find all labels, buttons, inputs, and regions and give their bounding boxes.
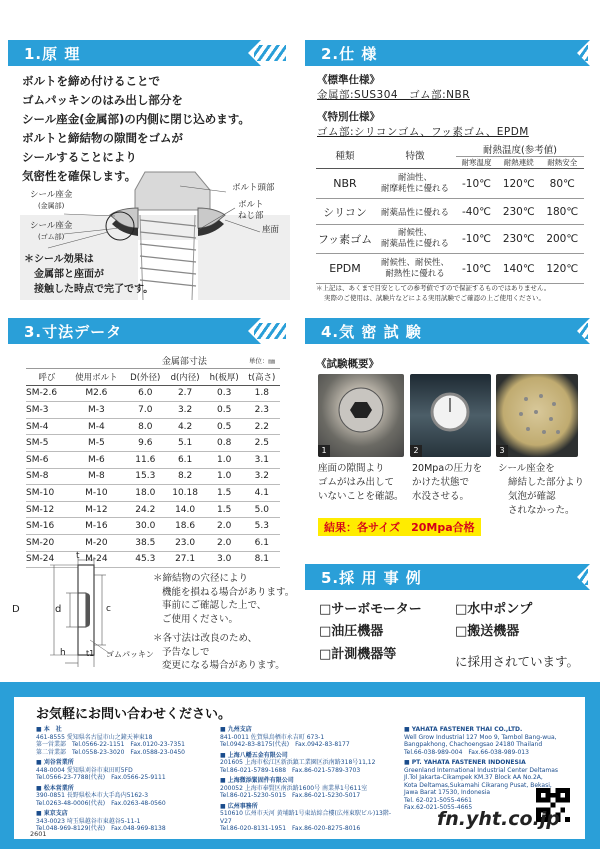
test-photo-2: 2 [410,374,491,457]
table-row [26,485,280,502]
contact-col-2 [220,726,400,833]
table-cell: SM-12 [26,501,68,518]
table-cell: 6.1 [244,535,280,552]
table-cell: 3.0 [205,551,244,568]
table-row [26,501,280,518]
table-cell: 0.5 [205,402,244,419]
table-row [26,402,280,419]
table-cell: SM-8 [26,468,68,485]
table-cell: 1.5 [205,501,244,518]
table-row [26,468,280,485]
table-cell: 0.3 [205,385,244,402]
case-item-hydraulic: □油圧機器 [319,624,384,639]
dim-label-d: d [55,604,62,615]
table-cell: 6.1 [166,452,205,469]
section-bar-principle [8,40,248,66]
doc-code: 2601 [30,830,47,838]
dim-label-t: t [76,551,80,561]
office-shanghai: ■ 上海八幡五金有限公司 201605 上海市松江区新浜鎮工業園区浜南路318号11,12 Tel.86-021-5789-1688 Fax.86-021-5789-3703 [220,751,376,774]
table-cell: M-5 [68,435,125,452]
table-cell: M-6 [68,452,125,469]
table-cell: M-4 [68,418,125,435]
table-cell: 6.0 [125,385,166,402]
table-cell: 0.8 [205,435,244,452]
table-cell: M-16 [68,518,125,535]
table-row [26,418,280,435]
case-item-servo: □サーボモーター [319,602,422,617]
section-bar-cases [305,564,577,590]
bolt-photo-icon [318,374,404,457]
table-cell: 3.2 [244,468,280,485]
table-cell: 7.0 [125,402,166,419]
table-cell: 1.8 [244,385,280,402]
table-cell: 45.3 [125,551,166,568]
table-cell: 8.2 [166,468,205,485]
section-bar-test [305,318,577,344]
table-cell: 18.0 [125,485,166,502]
section-bar-dimensions [8,318,248,344]
table-cell: 1.0 [205,452,244,469]
gauge-photo-icon [410,374,491,457]
principle-text: ボルトを締め付けることで ゴムパッキンのはみ出し部分を シール座金(金属部)の内側に閉じ込めます。 ボルトと締結物の隙間をゴムが シールすることにより 気密性を確保します。 [22,74,250,183]
dimension-table: 金属部寸法 単位：㎜ 呼び 使用ボルト D(外径) d(内径) h(板厚) t(高さ) SM-2.6 M2.6 6.0 2.7 0.3 1.8 SM-3 M-3 7.0 3.2 0.5 2.3 SM-4 M-4 8.0 4.2 0.5 2.2 SM-5 M-5 9.6 5.1 0.8 2.5 SM-6 M-6 11.6 6.1 1.0 3.1 SM-8 M-8 15.3 8.2 1.0 3.2 SM-10 M-10 18.0 10.18 1.5 4.1 SM-12 M-12 24.2 14.0 1.5 5.0 SM-16 M-16 30.0 18.6 2.0 5.3 SM-20 M-20 38.5 23.0 2.0 6.1 SM-24 M-24 45.3 27.1 3.0 8.1 [26,352,280,568]
table-cell: 9.6 [125,435,166,452]
unit-label: 単位：㎜ [248,356,275,365]
table-row [26,385,280,402]
spec-standard: 《標準仕様》 金属部:SUS304 ゴム部:NBR 《特別仕様》 ゴム部:シリコンゴム、フッ素ゴム、EPDM [317,74,529,138]
contact-col-1 [36,726,216,833]
office-indonesia: ■ PT. YAHATA FASTENER INDONESIA Greenland International Industrial Center Deltamas Jl.Tol Jakarta-Cikampek KM.37 Block AA No.2A, Kota Deltamas,Sukamahi Cikarang Pusat, Bekasi, Jawa Barat 17530, Indonesia Tel. 62-021-5055-4661 Fax.62-021-5055-4665 [404,759,559,811]
dim-label-packing: ゴムパッキン [106,650,154,659]
case-item-pump: □水中ポンプ [455,602,533,617]
table-cell: M-24 [68,551,125,568]
plate-photo-icon [496,374,578,457]
table-cell: 18.6 [166,518,205,535]
dim-label-h: h [60,648,66,658]
contact-title: お気軽にお問い合わせください。 [36,707,232,722]
table-cell: M-8 [68,468,125,485]
table-cell: SM-3 [26,402,68,419]
office-tokyo: ■ 東京支店 343-0023 埼玉県越谷市東越谷5-11-1 Tel.048-969-8129(代表) Fax.048-969-8138 [36,810,166,832]
table-cell: 27.1 [166,551,205,568]
table-cell: 11.6 [125,452,166,469]
table-row [26,452,280,469]
office-honsha: ■ 本 社 461-8555 愛知県名古屋市山之鐘天神東18 第一営業部 Tel.0566-22-1151 Fax.0120-23-7351 第二営業部 Tel.0558-23-3020 Fax.0588-23-0450 [36,726,185,756]
test-result: 結果：各サイズ 20Mpa合格 [318,518,481,536]
table-cell: SM-5 [26,435,68,452]
table-cell: M-12 [68,501,125,518]
table-cell: 2.0 [205,518,244,535]
table-cell: 23.0 [166,535,205,552]
table-cell: SM-6 [26,452,68,469]
table-row [26,535,280,552]
table-cell: 3.2 [166,402,205,419]
table-cell: 15.3 [125,468,166,485]
table-cell: 8.0 [125,418,166,435]
table-cell: 8.1 [244,551,280,568]
col-heat: 耐熱温度(参考値) [456,142,584,157]
table-row: EPDM 耐候性、耐侯性、 耐熱性に優れる -10℃ 140℃ 120℃ [316,254,584,284]
table-cell: 38.5 [125,535,166,552]
dim-label-C: c [106,604,111,614]
col-type: 種類 [316,142,374,169]
table-cell: 1.5 [205,485,244,502]
principle-note: ＊シール効果は 金属部と座面が 接触した時点で完了です。 [24,254,154,295]
dim-label-D: D [12,604,20,615]
group-header: 金属部寸法 [161,356,207,367]
label-seal-rubber: シール座金 (ゴム部) [30,221,73,241]
decor-stripes [254,323,286,339]
table-cell: SM-2.6 [26,385,68,402]
office-guangzhou: ■ 広州事務所 510610 広州市天河 黄埔路1号東站綜合樓(広州東駅ビル)13階-V27 Tel.86-020-8131-1951 Fax.86-020-8275-8016 [220,802,392,832]
table-cell: M-20 [68,535,125,552]
table-cell: SM-20 [26,535,68,552]
case-item-measure: □計測機器等 [319,647,397,662]
table-cell: 5.1 [166,435,205,452]
test-caption-1: 座面の隙間より ゴムがはみ出して いないことを確認。 [318,463,404,502]
table-cell: 10.18 [166,485,205,502]
section-title: 2.仕 様 [321,44,378,63]
test-caption-3: シール座金を 締結した部分より 気泡が確認 されなかった。 [498,463,585,516]
table-cell: M-10 [68,485,125,502]
office-kariya: ■ 刈谷営業所 448-0004 愛知県刈谷市東田町5FD Tel.0566-23-7788(代表) Fax.0566-25-9111 [36,759,166,781]
table-cell: 24.2 [125,501,166,518]
table-cell: M-3 [68,402,125,419]
table-cell: M2.6 [68,385,125,402]
table-row [26,518,280,535]
table-row [26,435,280,452]
label-seal-metal: シール座金 (金属部) [30,190,73,210]
section-title: 1.原 理 [24,44,81,63]
decor-stripes [562,569,588,585]
label-bolt-head: ボルト頭部 [232,183,275,193]
test-title: 《試験概要》 [316,358,379,370]
section-title: 4.気 密 試 験 [321,322,422,341]
decor-stripes [562,323,588,339]
table-cell: 3.1 [244,452,280,469]
table-cell: 4.1 [244,485,280,502]
table-cell: 30.0 [125,518,166,535]
dimension-rows [26,385,280,568]
spec-table: 種類 特徴 耐熱温度(参考値) 耐寒温度 耐熱連続 耐熱安全 NBR 耐油性、 耐摩耗性に優れる -10℃ 120℃ 80℃ シリコン 耐薬品性に優れる -40℃ 230℃ 180℃ フッ素ゴム 耐候性、 耐薬品性に優れる -10℃ 230℃ 200℃ EPDM 耐候性、耐侯性、 耐熱性に優れる -10℃ 140℃ 120℃ [316,142,584,284]
office-thai: ■ YAHATA FASTENER THAI CO.,LTD. Well Grow Industrial 127 Moo 9, Tambol Bang-wua, Bangpakhong, Chachoengsao 24180 Thailand Tel.66-038-989-004 Fax.66-038-989-013 [404,726,557,756]
table-cell: 0.5 [205,418,244,435]
table-cell: SM-24 [26,551,68,568]
test-caption-2: 20Mpaの圧力を かけた状態で 水没させる。 [412,463,483,502]
office-kyushu: ■ 九州支店 841-0011 佐賀県鳥栖市永吉町 673-1 Tel.0942-83-8175(代表) Fax.0942-83-8177 [220,726,350,748]
table-cell: 2.5 [244,435,280,452]
table-cell: 5.3 [244,518,280,535]
test-photo-3: 3 [496,374,578,457]
table-row: シリコン 耐薬品性に優れる -40℃ 230℃ 180℃ [316,199,584,225]
table-cell: SM-16 [26,518,68,535]
decor-stripes [562,45,588,61]
table-cell: 2.0 [205,535,244,552]
table-cell: 2.3 [244,402,280,419]
label-seat: 座面 [262,225,280,235]
label-bolt-thread: ボルト ねじ部 [238,200,264,221]
table-cell: 4.2 [166,418,205,435]
table-row: フッ素ゴム 耐候性、 耐薬品性に優れる -10℃ 230℃ 200℃ [316,225,584,254]
table-cell: SM-4 [26,418,68,435]
website-url[interactable]: fn.yht.co.jp [437,808,560,830]
table-row: NBR 耐油性、 耐摩耗性に優れる -10℃ 120℃ 80℃ [316,169,584,199]
table-cell: 14.0 [166,501,205,518]
section-title: 3.寸法データ [24,322,123,341]
office-matsumoto: ■ 松本営業所 390-0851 長野県松本市大手島内5162-3 Tel.0263-48-0006(代表) Fax.0263-48-0560 [36,784,166,807]
test-photo-1: 1 [318,374,404,457]
section-bar-spec [305,40,577,66]
section-title: 5.採 用 事 例 [321,568,422,587]
table-cell: 2.2 [244,418,280,435]
table-cell: 5.0 [244,501,280,518]
dimension-note: ＊締結物の穴径により 機能を損ねる場合があります。 事前にご確認した上で、 ご使用ください。 ＊各寸法は改良のため、 予告なしで 変更になる場合があります。 [153,573,295,671]
office-shanghai-2: ■ 上海微添緊固件有限公司 200052 上海市奉賢区南浜路1600号 南業界1号611室 Tel.86-021-5230-5015 Fax.86-021-5230-5017 [220,777,368,799]
case-item-conveyor: □搬送機器 [455,624,520,639]
table-cell: 1.0 [205,468,244,485]
dim-label-t1: t1 [86,649,95,658]
table-cell: SM-10 [26,485,68,502]
col-feature: 特徴 [374,142,456,169]
table-cell: 2.7 [166,385,205,402]
decor-stripes [254,45,286,61]
case-tail: に採用されています。 [455,654,580,669]
spec-note: ＊上記は、あくまで目安としての参考値ですので保証するものではありません。 実際のご使用は、試験片などによる実用試験でご確認の上ご使用ください。 [316,284,551,302]
